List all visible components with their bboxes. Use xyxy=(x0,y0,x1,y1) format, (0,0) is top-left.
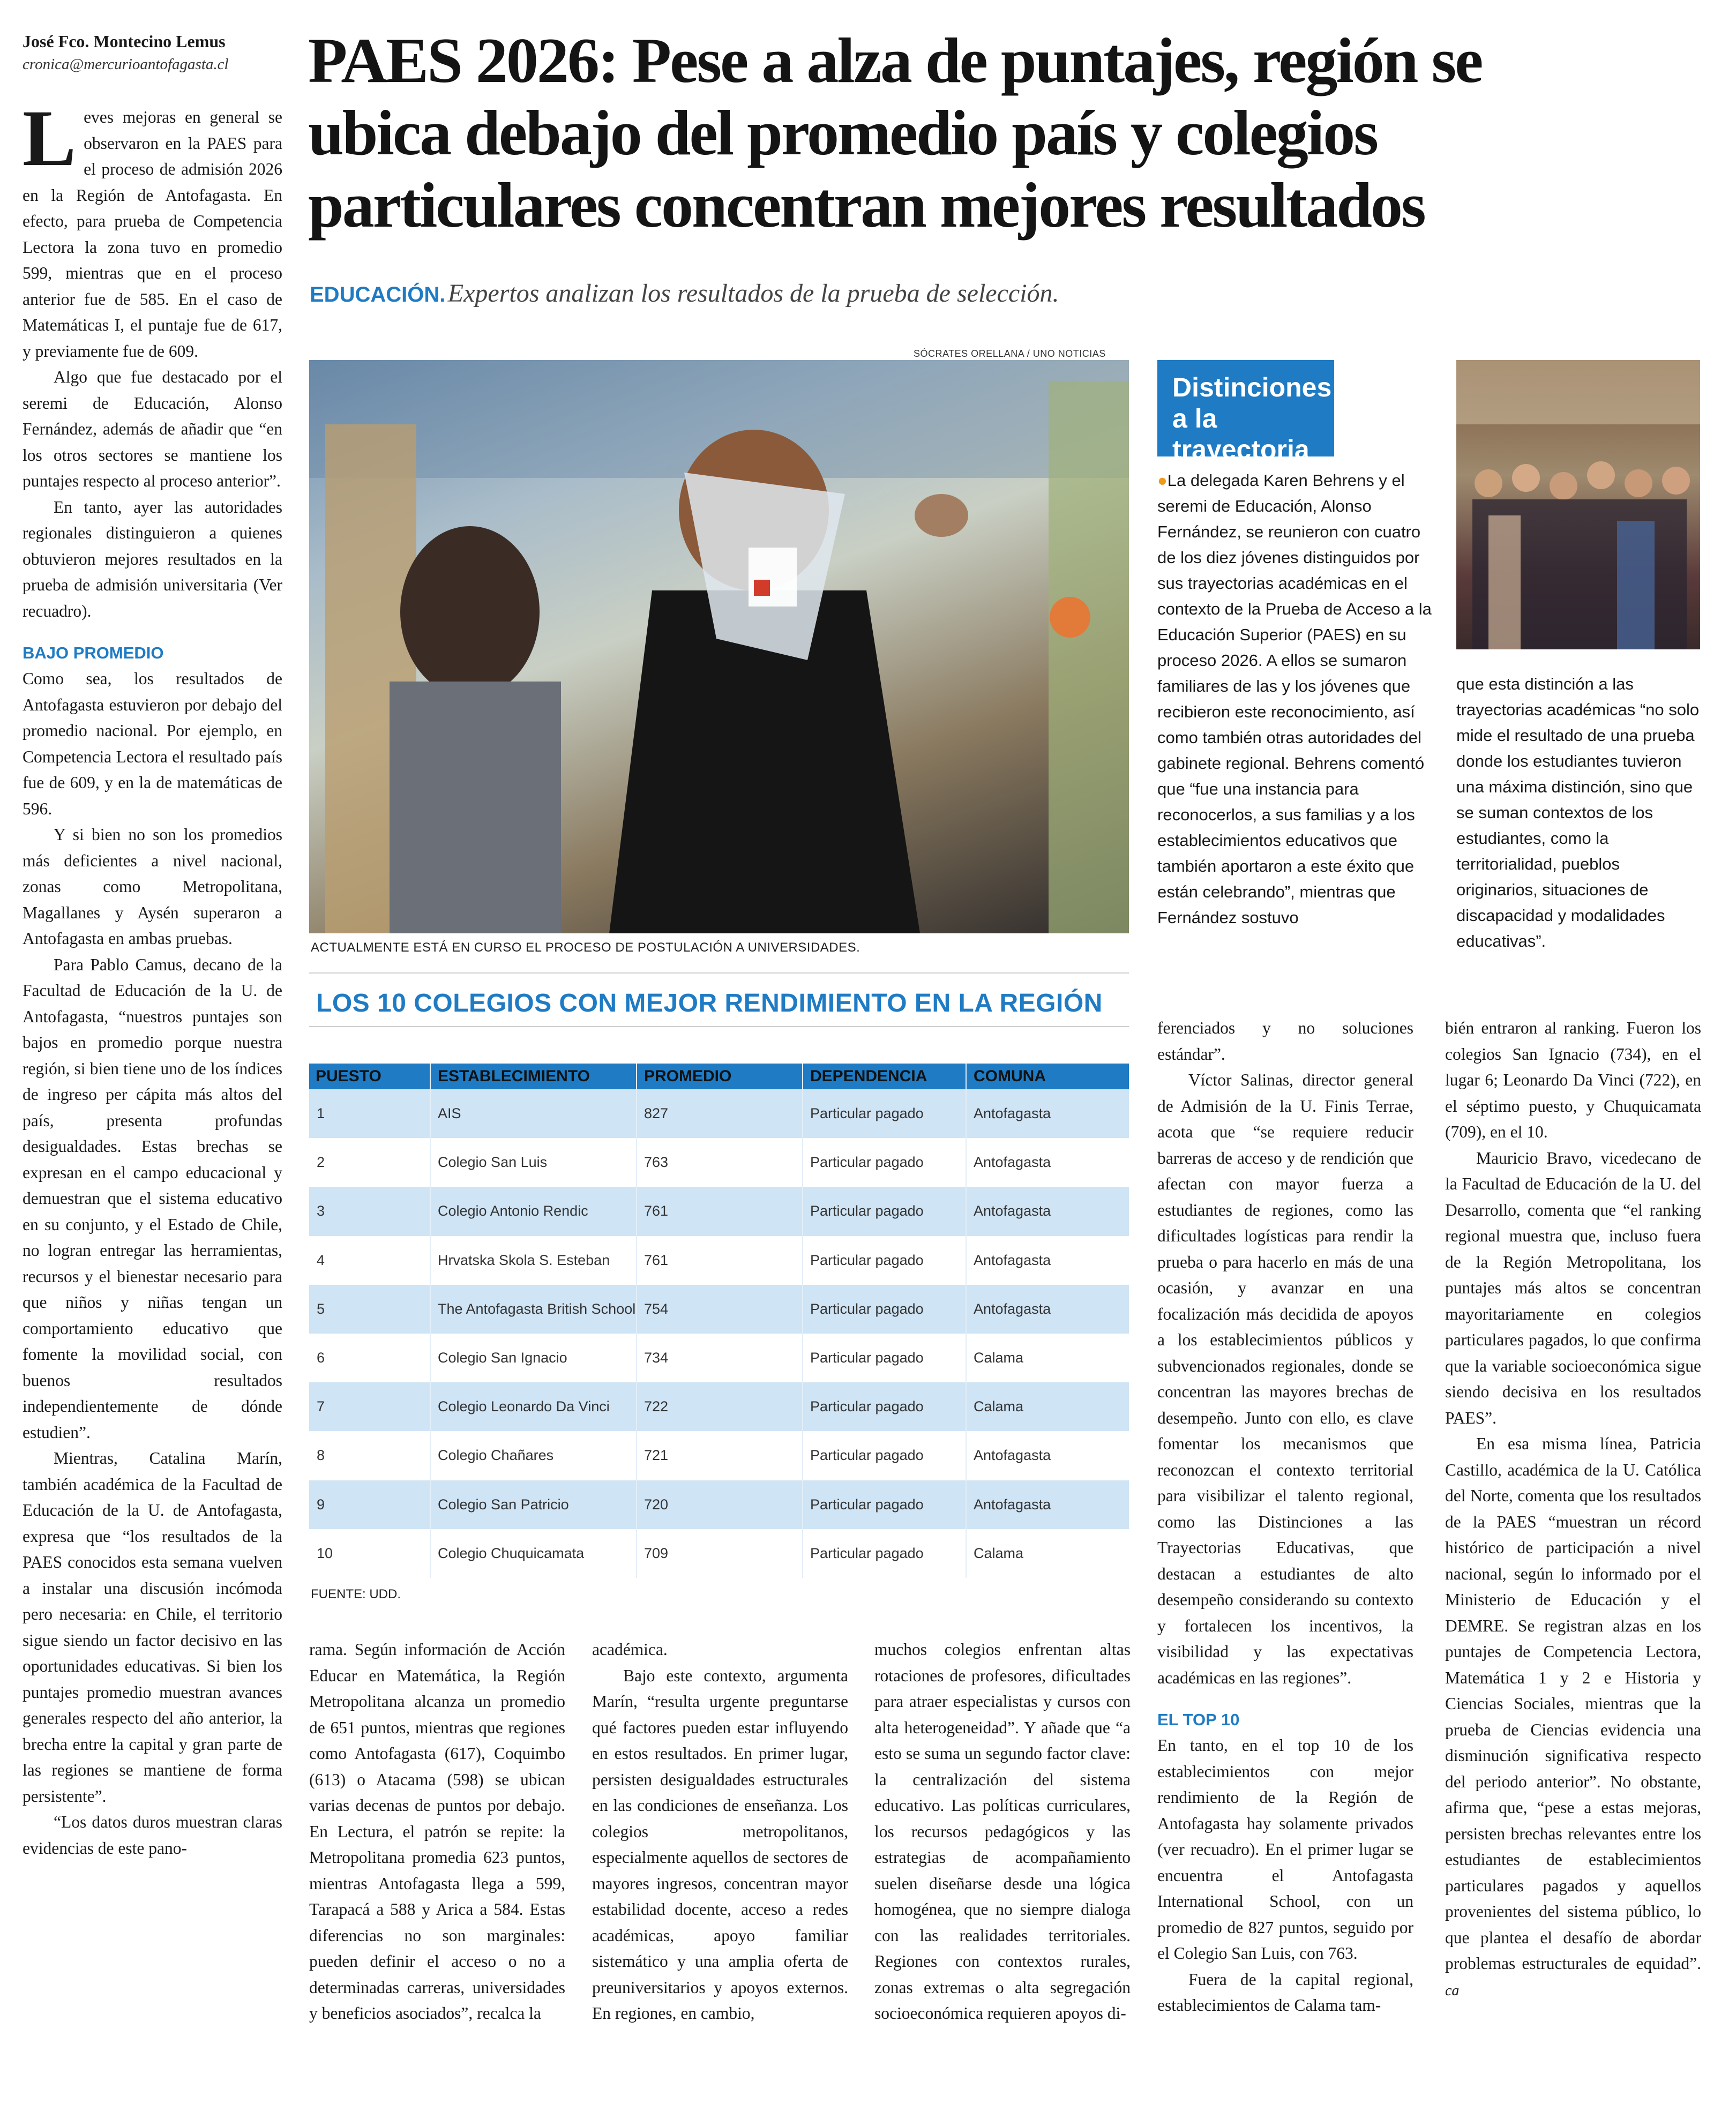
header-puesto: PUESTO xyxy=(316,1067,381,1085)
photo-credit: SÓCRATES ORELLANA / UNO NOTICIAS xyxy=(914,348,1106,359)
table-header xyxy=(309,1064,1129,1089)
cell-puesto: 9 xyxy=(317,1496,325,1513)
box-column-2 xyxy=(1456,671,1700,961)
cell-puesto: 10 xyxy=(317,1545,333,1561)
article-column-1 xyxy=(23,104,282,2119)
article-column-5 xyxy=(1157,1015,1413,2119)
group-photo-illustration xyxy=(1456,360,1700,649)
paragraph: “Los datos duros muestran claras evidencias de este pano- xyxy=(23,1813,282,1858)
paragraph: Mientras, Catalina Marín, también académica de la Facultad de Educación de la U. de Antofagasta, expresa que “los resultados de la PAES conocidos esta semana vuelven a instalar una discusión incómoda pero necesaria: en Chile, el territorio sigue siendo un factor decisivo en las oportunidades educativas. Si bien los puntajes promedio muestran avances generales respecto del año anterior, la brecha entre la capital y gran parte de las regiones se mantiene de forma persistente”. xyxy=(23,1449,282,1806)
section-label: EDUCACIÓN. xyxy=(310,283,446,306)
divider xyxy=(309,972,1129,974)
headline-line-3: particulares concentran mejores resultados xyxy=(308,169,1425,241)
cell-comuna: Antofagasta xyxy=(974,1105,1051,1122)
cell-dependencia: Particular pagado xyxy=(810,1300,924,1317)
header-dependencia: DEPENDENCIA xyxy=(810,1067,927,1085)
cell-puesto: 5 xyxy=(317,1300,325,1317)
cell-promedio: 761 xyxy=(644,1252,669,1268)
cell-establecimiento: AIS xyxy=(438,1105,461,1122)
headline-line-1: PAES 2026: Pese a alza de puntajes, región se xyxy=(308,25,1482,96)
deck xyxy=(310,279,1059,308)
photo-caption: ACTUALMENTE ESTÁ EN CURSO EL PROCESO DE POSTULACIÓN A UNIVERSIDADES. xyxy=(311,940,860,955)
paragraph: Algo que fue destacado por el seremi de Educación, Alonso Fernández, además de añadir que “en los otros sectores se mantiene los puntajes respecto al proceso anterior”. xyxy=(23,368,282,490)
lead-paragraph xyxy=(23,104,282,364)
author-email: cronica@mercurioantofagasta.cl xyxy=(23,56,229,73)
cell-promedio: 720 xyxy=(644,1496,669,1513)
cell-puesto: 3 xyxy=(317,1203,325,1219)
cell-comuna: Antofagasta xyxy=(974,1447,1051,1464)
box-text: La delegada Karen Behrens y el seremi de Educación, Alonso Fernández, se reunieron con cuatro de los diez jóvenes distinguidos por sus trayectorias académicas en el contexto de la Prueba de Acceso a la Educación Superior (PAES) en su proceso 2026. A ellos se sumaron familiares de las y los jóvenes que recibieron este reconocimiento, así como también otras autoridades del gabinete regional. Behrens comentó que “fue una instancia para reconocerlos, a sus familias y a los establecimientos educativos que también aportaron a este éxito que están celebrando”, mientras que Fernández sostuvo xyxy=(1157,471,1432,927)
cell-puesto: 2 xyxy=(317,1154,325,1171)
paragraph-text: En esa misma línea, Patricia Castillo, académica de la U. Católica del Norte, comenta que los resultados de la PAES “muestran un récord histórico de participación a nivel nacional, según lo informado por el Ministerio de Educación y el DEMRE. Se registran alzas en los puntajes de Competencia Lectora, Matemática 1 y 2 e Historia y Ciencias Sociales, mientras que la prueba de Ciencias evidencia una disminución significativa respecto del periodo anterior”. No obstante, afirma que, “pese a estas mejoras, persisten brechas relevantes entre los estudiantes de establecimientos particulares pagados y aquellos provenientes del sistema público, lo que plantea el desafío de abordar problemas estructurales de equidad”. xyxy=(1445,1434,1701,1973)
cell-comuna: Antofagasta xyxy=(974,1300,1051,1317)
article-column-3 xyxy=(592,1637,848,2119)
table-title: LOS 10 COLEGIOS CON MEJOR RENDIMIENTO EN LA REGIÓN xyxy=(316,989,1103,1017)
table-row xyxy=(309,1334,1129,1382)
paragraph: Mauricio Bravo, vicedecano de la Facultad de Educación de la U. del Desarrollo, comenta que “el ranking regional muestra que, incluso fuera de la Región Metropolitana, los puntajes más altos se concentran mayoritariamente en colegios particulares pagados, lo que confirma que la variable socioeconómica sigue siendo decisiva en los resultados PAES”. xyxy=(1445,1148,1701,1427)
cell-establecimiento: Colegio San Patricio xyxy=(438,1496,569,1513)
paragraph: muchos colegios enfrentan altas rotaciones de profesores, dificultades para atraer especialistas y cursos con alta heterogeneidad”. Y añade que “a esto se suma un segundo factor clave: la centralización del sistema educativo. Las políticas curriculares, los recursos pedagógicos y las estrategias de acompañamiento suelen diseñarse desde una lógica homogénea, que no siempre dialoga con las realidades territoriales. Regiones con contextos rurales, zonas extremas o alta segregación socioeconómica requieren apoyos di- xyxy=(874,1640,1131,2023)
headline xyxy=(308,24,1723,241)
cell-comuna: Antofagasta xyxy=(974,1252,1051,1268)
table-row xyxy=(309,1285,1129,1334)
col-separator xyxy=(636,1064,637,1578)
cell-puesto: 1 xyxy=(317,1105,325,1122)
cell-comuna: Calama xyxy=(974,1398,1024,1415)
table-row xyxy=(309,1382,1129,1431)
cell-comuna: Antofagasta xyxy=(974,1203,1051,1219)
box-paragraph xyxy=(1157,468,1433,931)
cell-establecimiento: Colegio Antonio Rendic xyxy=(438,1203,588,1219)
divider xyxy=(309,1026,1129,1027)
cell-promedio: 721 xyxy=(644,1447,669,1464)
cell-dependencia: Particular pagado xyxy=(810,1203,924,1219)
headline-line-2: ubica debajo del promedio país y colegios xyxy=(308,97,1377,168)
article-column-6 xyxy=(1445,1015,1701,2119)
paragraph: ferenciados y no soluciones estándar”. xyxy=(1157,1019,1413,1064)
box-column-1 xyxy=(1157,468,1433,961)
cell-promedio: 734 xyxy=(644,1350,669,1366)
box-title: Distinciones a la trayectoria xyxy=(1157,360,1334,456)
header-establecimiento: ESTABLECIMIENTO xyxy=(438,1067,590,1085)
cell-promedio: 761 xyxy=(644,1203,669,1219)
table-row xyxy=(309,1431,1129,1480)
deck-text: Expertos analizan los resultados de la prueba de selección. xyxy=(447,279,1059,308)
cell-establecimiento: Colegio Leonardo Da Vinci xyxy=(438,1398,610,1415)
table-row xyxy=(309,1138,1129,1187)
cell-dependencia: Particular pagado xyxy=(810,1154,924,1171)
table-source: FUENTE: UDD. xyxy=(311,1587,401,1601)
cell-dependencia: Particular pagado xyxy=(810,1105,924,1122)
cell-comuna: Calama xyxy=(974,1350,1024,1366)
cell-establecimiento: Colegio San Luis xyxy=(438,1154,548,1171)
table-row xyxy=(309,1480,1129,1529)
table-row xyxy=(309,1529,1129,1578)
paragraph xyxy=(1445,1431,1701,2004)
col-separator xyxy=(966,1064,967,1578)
author-name: José Fco. Montecino Lemus xyxy=(23,32,226,51)
cell-dependencia: Particular pagado xyxy=(810,1398,924,1415)
table-row xyxy=(309,1089,1129,1138)
subheading-el-top-10: EL TOP 10 xyxy=(1157,1710,1240,1729)
cell-puesto: 6 xyxy=(317,1350,325,1366)
bullet-icon: ● xyxy=(1157,471,1168,490)
end-mark: ca xyxy=(1445,1982,1460,1999)
cell-dependencia: Particular pagado xyxy=(810,1447,924,1464)
cell-puesto: 7 xyxy=(317,1398,325,1415)
main-photo xyxy=(309,360,1129,933)
paragraph: Y si bien no son los promedios más deficientes a nivel nacional, zonas como Metropolitana, Magallanes y Aysén superaron a Antofagasta en ambas pruebas. xyxy=(23,825,282,948)
article-column-2 xyxy=(309,1637,565,2119)
paragraph: Como sea, los resultados de Antofagasta estuvieron por debajo del promedio nacional. Por ejemplo, en Competencia Lectora el resultado país fue de 609, y en la de matemáticas de 596. xyxy=(23,669,282,818)
box-photo xyxy=(1456,360,1700,649)
cell-dependencia: Particular pagado xyxy=(810,1350,924,1366)
col-separator xyxy=(430,1064,431,1578)
header-promedio: PROMEDIO xyxy=(644,1067,732,1085)
cell-puesto: 8 xyxy=(317,1447,325,1464)
cell-puesto: 4 xyxy=(317,1252,325,1268)
cell-dependencia: Particular pagado xyxy=(810,1252,924,1268)
article-column-4 xyxy=(874,1637,1131,2119)
cell-comuna: Antofagasta xyxy=(974,1154,1051,1171)
cell-establecimiento: Colegio Chañares xyxy=(438,1447,554,1464)
paragraph: rama. Según información de Acción Educar en Matemática, la Región Metropolitana alcanza un promedio de 651 puntos, mientras que regiones como Antofagasta (617), Coquimbo (613) o Atacama (598) se ubican varias decenas de puntos por debajo. En Lectura, el patrón se repite: la Metropolitana promedia 623 puntos, mientras Antofagasta llega a 599, Tarapacá a 588 y Arica a 584. Estas diferencias no son marginales: pueden definir el acceso o no a determinadas carreras, universidades y beneficios asociados”, recalca la xyxy=(309,1640,565,2023)
paragraph: Víctor Salinas, director general de Admisión de la U. Finis Terrae, acota que “se requiere reducir barreras de acceso y de rendición que afectan con mayor fuerza a estudiantes de regiones, como las dificultades logísticas para rendir la prueba o para hacerlo en más de una ocasión, y avanzar en una focalización más decidida de apoyos a los establecimientos públicos y subvencionados regionales, donde se concentran las mayores brechas de desempeño. Junto con ello, es clave fomentar los mecanismos que reconozcan el contexto territorial para visibilizar el talento regional, como las Distinciones a las Trayectorias Educativas, que destacan a estudiantes de alto desempeño considerando su contexto y fortalecen los incentivos, la visibilidad y las expectativas académicas en las regiones”. xyxy=(1157,1071,1413,1687)
table-row xyxy=(309,1187,1129,1236)
table-body xyxy=(309,1089,1129,1578)
cell-promedio: 763 xyxy=(644,1154,669,1171)
students-photo-illustration xyxy=(309,360,1129,933)
drop-cap: L xyxy=(23,104,77,183)
cell-promedio: 722 xyxy=(644,1398,669,1415)
cell-comuna: Calama xyxy=(974,1545,1024,1561)
cell-comuna: Antofagasta xyxy=(974,1496,1051,1513)
cell-promedio: 709 xyxy=(644,1545,669,1561)
paragraph: bién entraron al ranking. Fueron los colegios San Ignacio (734), en el lugar 6; Leonardo Da Vinci (722), en el séptimo puesto, y Chuquicamata (709), en el 10. xyxy=(1445,1019,1701,1141)
cell-dependencia: Particular pagado xyxy=(810,1545,924,1561)
box-paragraph: que esta distinción a las trayectorias académicas “no solo mide el resultado de una prueba donde los estudiantes tuvieron una máxima distinción, sino que se suman contextos de los estudiantes, como la territorialidad, pueblos originarios, situaciones de discapacidad y modalidades educativas”. xyxy=(1456,675,1700,950)
paragraph: Bajo este contexto, argumenta Marín, “resulta urgente preguntarse qué factores pueden estar influyendo en estos resultados. En primer lugar, persisten desigualdades estructurales en las condiciones de enseñanza. Los colegios metropolitanos, especialmente aquellos de sectores de mayores ingresos, concentran mayor estabilidad docente, acceso a redes académicas, apoyo familiar sistemático y una amplia oferta de preuniversitarios y apoyos externos. En regiones, en cambio, xyxy=(592,1666,848,2023)
header-comuna: COMUNA xyxy=(974,1067,1046,1085)
cell-establecimiento: Hrvatska Skola S. Esteban xyxy=(438,1252,610,1268)
paragraph: Para Pablo Camus, decano de la Facultad de Educación de la U. de Antofagasta, “nuestros puntajes son bajos en promedio porque nuestra región, si bien tiene uno de los índices de ingreso per cápita más altos del país, presenta profundas desigualdades. Estas brechas se expresan en el campo educacional y demuestran que el sistema educativo en su conjunto, y el Estado de Chile, no logran entregar las herramientas, recursos y el bienestar necesario para que niños y niñas tengan un comportamiento educativo que fomente la movilidad social, con buenos resultados independientemente de dónde estudien”. xyxy=(23,955,282,1442)
col-separator xyxy=(802,1064,803,1578)
cell-dependencia: Particular pagado xyxy=(810,1496,924,1513)
paragraph: académica. xyxy=(592,1640,668,1659)
cell-promedio: 827 xyxy=(644,1105,669,1122)
paragraph: En tanto, en el top 10 de los establecimientos con mejor rendimiento de la Región de Antofagasta hay solamente privados (ver recuadro). En el primer lugar se encuentra el Antofagasta International School, con un promedio de 827 puntos, seguido por el Colegio San Luis, con 763. xyxy=(1157,1736,1413,1963)
cell-establecimiento: Colegio San Ignacio xyxy=(438,1350,567,1366)
table-row xyxy=(309,1236,1129,1285)
cell-establecimiento: The Antofagasta British School xyxy=(438,1300,636,1317)
lead-text: eves mejoras en general se observaron en la PAES para el proceso de admisión 2026 en la Región de Antofagasta. En efecto, para prueba de Competencia Lectora la zona tuvo en promedio 599, mientras que en el proceso anterior fue de 585. En el caso de Matemáticas I, el puntaje fue de 617, y previamente fue de 609. xyxy=(23,108,282,361)
paragraph: Fuera de la capital regional, establecimientos de Calama tam- xyxy=(1157,1970,1413,2015)
cell-promedio: 754 xyxy=(644,1300,669,1317)
ranking-table xyxy=(309,1064,1129,1578)
cell-establecimiento: Colegio Chuquicamata xyxy=(438,1545,585,1561)
paragraph: En tanto, ayer las autoridades regionales distinguieron a quienes obtuvieron mejores resultados en la prueba de admisión universitaria (Ver recuadro). xyxy=(23,497,282,620)
subheading-bajo-promedio: BAJO PROMEDIO xyxy=(23,643,164,662)
